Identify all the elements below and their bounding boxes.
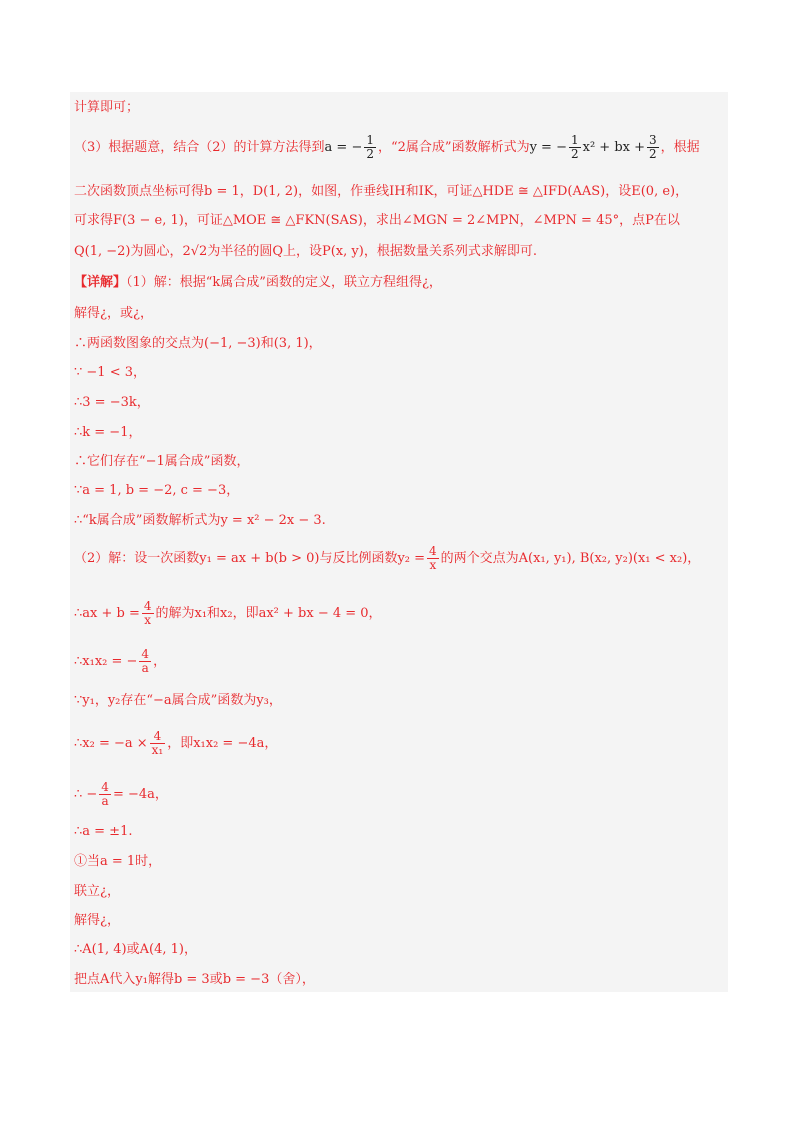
text-line: 【详解】（1）解：根据“k属合成”函数的定义，联立方程组得¿，	[74, 275, 442, 290]
fraction: $\frac{4}{x}$	[143, 599, 152, 627]
fraction: $\frac{1}{2}$	[570, 133, 579, 161]
text-line: ∵ −1 < 3，	[74, 365, 146, 380]
fraction: $\frac{4}{x}$	[429, 544, 437, 572]
text-line: ∴k = −1，	[74, 425, 142, 440]
text-line: ∴它们存在“−1属合成”函数，	[74, 454, 250, 469]
text-line: 联立¿，	[74, 884, 120, 899]
text-line: 把点A代入y₁解得b = 3或b = −3（舍），	[74, 972, 315, 987]
text-line: Q(1, −2)为圆心，2√2为半径的圆Q上，设P(x, y)，根据数量关系列式求解即可.	[74, 244, 537, 259]
fraction: $\frac{4}{a}$	[101, 780, 109, 808]
fraction: $\frac{4}{a}$	[141, 647, 150, 675]
text-line: ∴A(1, 4)或A(4, 1)，	[74, 942, 197, 957]
fraction: $\frac{3}{2}$	[649, 133, 657, 161]
text-line: ∴x₁x₂ = − $\frac{4}{a}$ ，	[74, 647, 167, 675]
fraction: $\frac{4}{\text{x₁}}$	[151, 729, 164, 757]
text-line: ∴x₂ = −a × $\frac{4}{\text{x₁}}$ ，即x₁x₂ = −4a，	[74, 729, 278, 757]
text-line: 计算即可；	[74, 100, 140, 115]
text-line: ∴“k属合成”函数解析式为y = x² − 2x − 3.	[74, 513, 326, 528]
text-line: ①当a = 1时，	[74, 854, 162, 869]
text-line: ∵a = 1, b = −2, c = −3，	[74, 483, 240, 498]
text-line: ∴ − $\frac{4}{a}$ = −4a，	[74, 780, 168, 808]
text-line: 二次函数顶点坐标可得b = 1，D(1, 2)，如图，作垂线IH和IK，可证△HDE ≅ △IFD(AAS)，设E(0, e)，	[74, 184, 689, 199]
text-line: （2）解：设一次函数y₁ = ax + b(b > 0)与反比例函数y₂ = $\frac{4}{x}$ 的两个交点为A(x₁, y₁), B(x₂, y₂)(x₁ < x₂)，	[74, 544, 701, 572]
text-line: ∴a = ±1.	[74, 824, 133, 839]
text-line: ∴3 = −3k，	[74, 395, 150, 410]
text-line: 可求得F(3 − e, 1)，可证△MOE ≅ △FKN(SAS)，求出∠MGN = 2∠MPN，∠MPN = 45°，点P在以	[74, 213, 680, 228]
text-line: ∴两函数图象的交点为(−1, −3)和(3, 1)，	[74, 336, 322, 351]
text-line: 解得¿，或¿，	[74, 306, 153, 321]
text-line: ∴ax + b = $\frac{4}{x}$ 的解为x₁和x₂，即ax² + bx − 4 = 0，	[74, 599, 382, 627]
text-line: 解得¿，	[74, 913, 120, 928]
text-line: ∵y₁，y₂存在“−a属合成”函数为y₃，	[74, 693, 282, 708]
text-line: （3）根据题意，结合（2）的计算方法得到a = − $\frac{1}{2}$ ，“2属合成”函数解析式为y = − $\frac{1}{2}$ x² + bx + $\frac{3}{2}$ ，根据	[74, 133, 700, 161]
fraction: $\frac{1}{2}$	[366, 133, 374, 161]
